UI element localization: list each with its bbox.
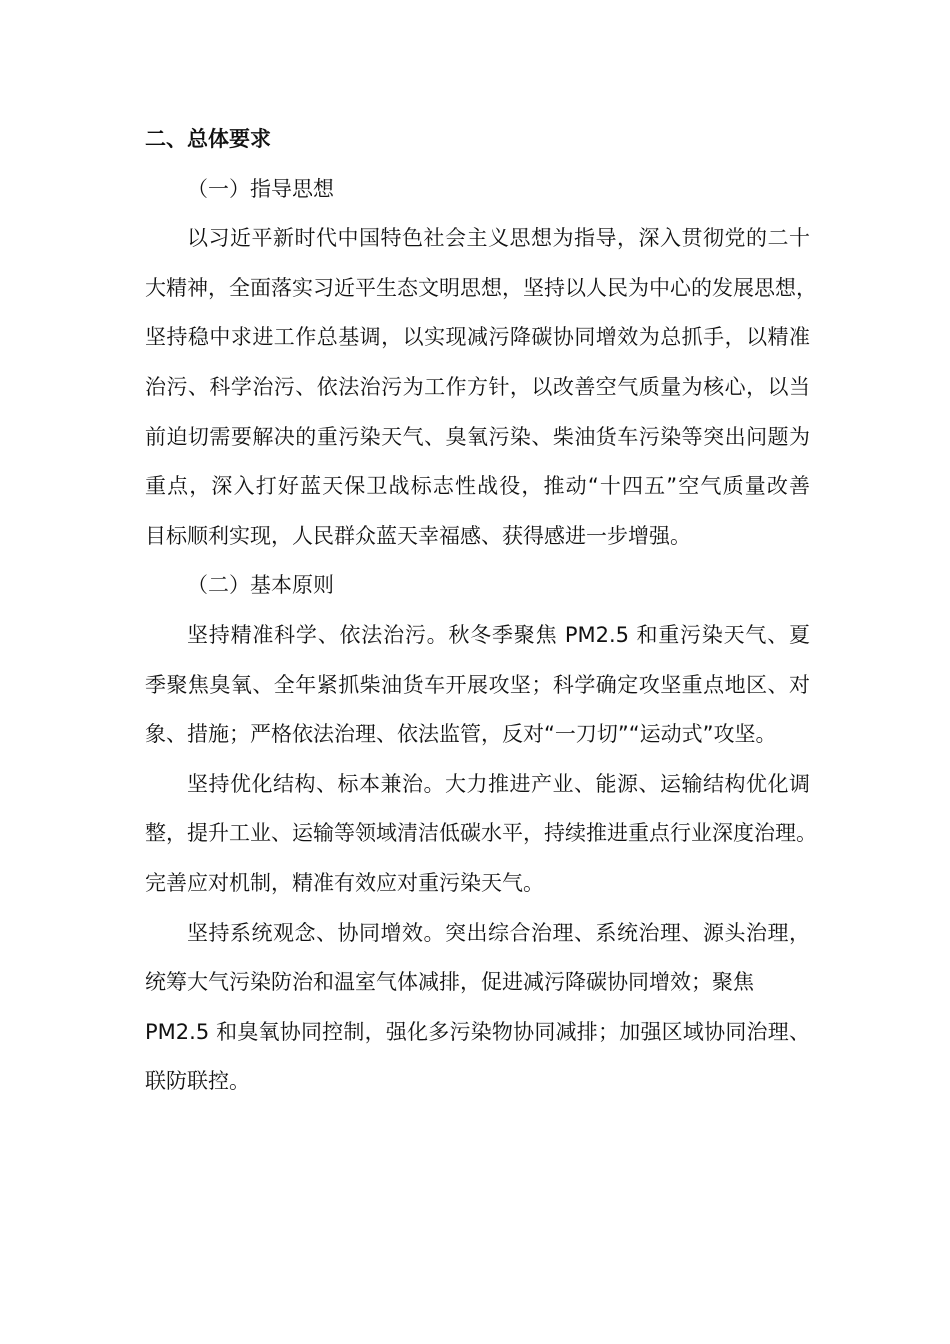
paragraph-line: 坚持优化结构、标本兼治。大力推进产业、能源、运输结构优化调 [187, 771, 810, 796]
principle-paragraph-synergy [145, 909, 810, 1107]
paragraph-line: 象、措施；严格依法治理、依法监管，反对“一刀切”“运动式”攻坚。 [145, 722, 777, 747]
paragraph-line: 整，提升工业、运输等领域清洁低碳水平，持续推进重点行业深度治理。 [145, 821, 817, 846]
paragraph-line: 大精神，全面落实习近平生态文明思想，坚持以人民为中心的发展思想， [145, 275, 817, 300]
paragraph-line: 前迫切需要解决的重污染天气、臭氧污染、柴油货车污染等突出问题为 [145, 424, 810, 449]
paragraph-line: 重点，深入打好蓝天保卫战标志性战役，推动“十四五”空气质量改善 [145, 474, 810, 499]
principle-paragraph-precision [145, 611, 810, 760]
paragraph-line: 坚持系统观念、协同增效。突出综合治理、系统治理、源头治理， [187, 920, 810, 945]
principle-paragraph-structure [145, 760, 817, 909]
paragraph-line: 以习近平新时代中国特色社会主义思想为指导，深入贯彻党的二十 [187, 226, 810, 251]
paragraph-line: 坚持稳中求进工作总基调，以实现减污降碳协同增效为总抓手，以精准 [145, 325, 810, 350]
paragraph-line: 治污、科学治污、依法治污为工作方针，以改善空气质量为核心，以当 [145, 374, 810, 399]
section-title: 二、总体要求 [145, 127, 271, 151]
paragraph-line: 坚持精准科学、依法治污。秋冬季聚焦 PM2.5 和重污染天气、夏 [187, 622, 810, 647]
paragraph-line: 联防联控。 [145, 1069, 250, 1094]
paragraph-line: 完善应对机制，精准有效应对重污染天气。 [145, 870, 544, 895]
guiding-thought-heading: （一）指导思想 [187, 176, 334, 201]
paragraph-line: 季聚焦臭氧、全年紧抓柴油货车开展攻坚；科学确定攻坚重点地区、对 [145, 672, 810, 697]
document-page [145, 115, 817, 1107]
basic-principles-heading: （二）基本原则 [187, 573, 334, 598]
guiding-thought-paragraph [145, 214, 817, 561]
paragraph-line: 目标顺利实现，人民群众蓝天幸福感、获得感进一步增强。 [145, 523, 691, 548]
paragraph-line: 统筹大气污染防治和温室气体减排，促进减污降碳协同增效；聚焦 [145, 970, 754, 995]
paragraph-line: PM2.5 和臭氧协同控制，强化多污染物协同减排；加强区域协同治理、 [145, 1019, 810, 1044]
